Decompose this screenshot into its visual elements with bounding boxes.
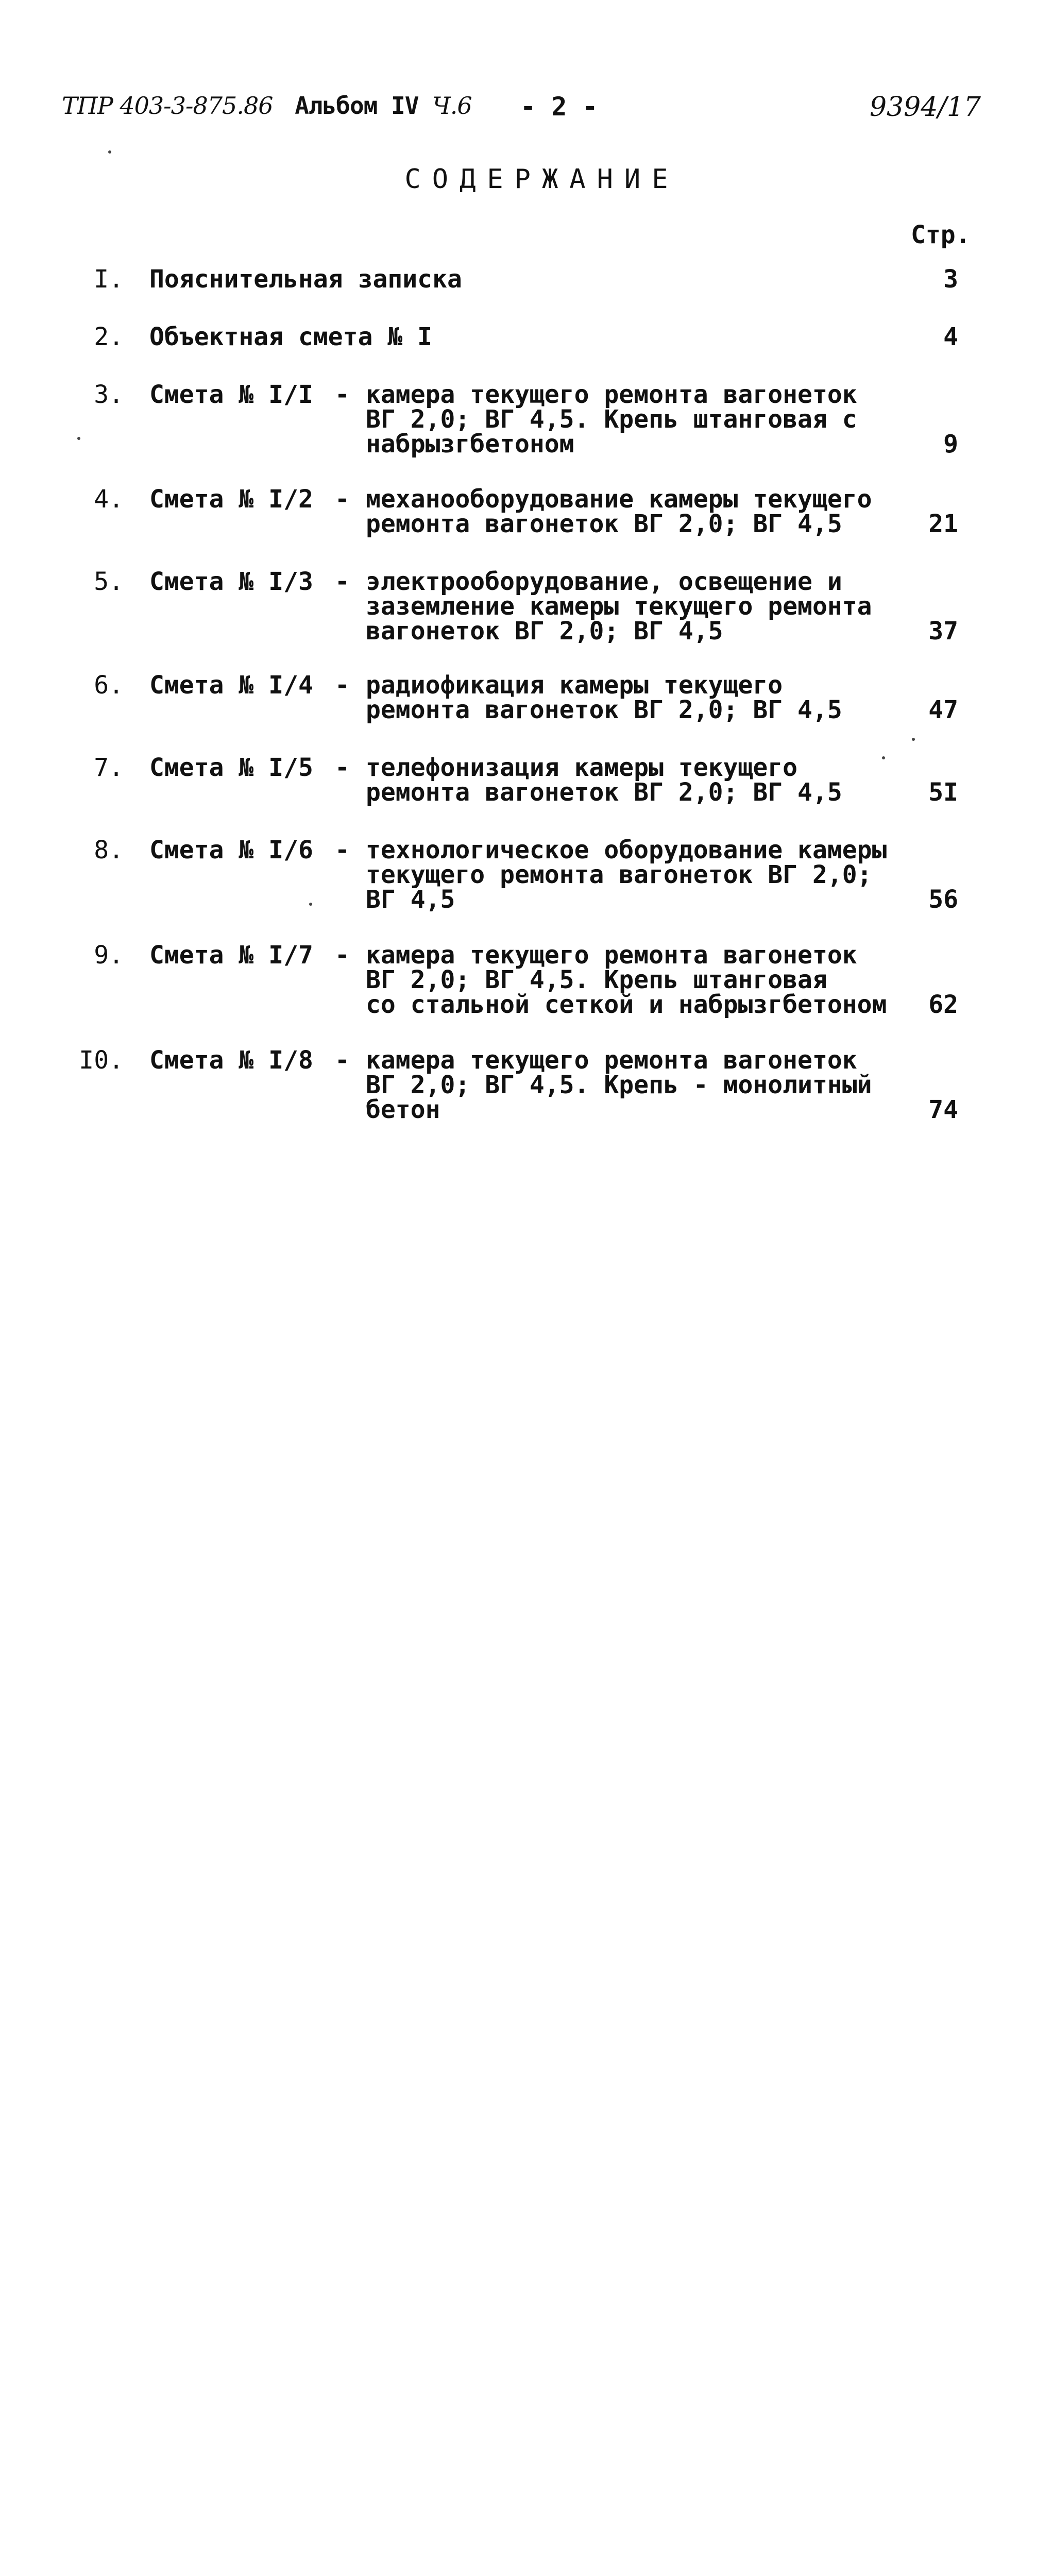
page-title: СОДЕРЖАНИЕ [404,164,680,195]
entry-number: 9. [94,941,124,970]
entry-dash: - [335,567,350,596]
entry-name: Смета № I/8 [149,1046,313,1075]
scan-speck [108,150,111,154]
entry-description-line: вагонеток ВГ 2,0; ВГ 4,5 [366,617,723,646]
part-label: Ч.6 [432,92,472,120]
entry-dash: - [335,836,350,865]
entry-description-line: ремонта вагонеток ВГ 2,0; ВГ 4,5 [366,778,842,807]
entry-page-number: 3 [943,265,958,294]
entry-description-line: ремонта вагонеток ВГ 2,0; ВГ 4,5 [366,696,842,724]
entry-description-line: камера текущего ремонта вагонеток [366,1046,857,1075]
scan-speck [309,903,312,906]
entry-description-line: набрызгбетоном [366,430,574,459]
document-designation [62,92,472,120]
entry-description-line: ВГ 4,5 [366,885,455,914]
entry-number: I0. [79,1046,124,1075]
entry-page-number: 62 [928,990,958,1019]
entry-name: Пояснительная записка [149,265,462,294]
entry-number: I. [94,265,124,294]
page-column-header: Стр. [911,221,971,249]
entry-name: Объектная смета № I [149,323,433,351]
entry-number: 6. [94,671,124,700]
designation-code: ТПР 403-3-875.86 [62,92,273,120]
entry-description [366,1048,891,1122]
entry-description-line: бетон [366,1095,440,1124]
entry-description-line: ВГ 2,0; ВГ 4,5. Крепь - монолитный [366,1071,872,1099]
entry-description [366,838,891,912]
entry-description [366,673,891,722]
entry-page-number: 9 [943,430,958,459]
scan-speck [882,756,885,759]
entry-description-line: механооборудование камеры текущего [366,485,872,514]
entry-page-number: 21 [928,510,958,538]
entry-name: Смета № I/2 [149,485,313,514]
entry-description-line: камера текущего ремонта вагонеток [366,380,857,409]
entry-page-number: 56 [928,885,958,914]
entry-page-number: 5I [928,778,958,807]
entry-description-line: ВГ 2,0; ВГ 4,5. Крепь штанговая [366,965,827,994]
entry-description [366,487,891,536]
entry-dash: - [335,485,350,514]
entry-name: Смета № I/5 [149,753,313,782]
entry-name: Смета № I/3 [149,567,313,596]
entry-number: 7. [94,753,124,782]
entry-description-line: ВГ 2,0; ВГ 4,5. Крепь штанговая с [366,405,857,434]
entry-name: Смета № I/6 [149,836,313,865]
entry-name: Смета № I/7 [149,941,313,970]
entry-number: 4. [94,485,124,514]
entry-description-line: радиофикация камеры текущего [366,671,783,700]
scan-speck [77,437,80,440]
album-label: Альбом IV [295,92,419,120]
entry-dash: - [335,1046,350,1075]
entry-number: 5. [94,567,124,596]
entry-number: 8. [94,836,124,865]
entry-name: Смета № I/4 [149,671,313,700]
document-number: 9394/17 [869,92,981,123]
entry-description-line: заземление камеры текущего ремонта [366,592,872,621]
entry-description [366,943,891,1017]
entry-description-line: электрооборудование, освещение и [366,567,842,596]
entry-name: Смета № I/I [149,380,313,409]
entry-number: 3. [94,380,124,409]
entry-dash: - [335,380,350,409]
entry-description-line: технологическое оборудование камеры [366,836,887,865]
entry-page-number: 47 [928,696,958,724]
entry-description-line: камера текущего ремонта вагонеток [366,941,857,970]
entry-description [366,380,891,459]
entry-dash: - [335,671,350,700]
entry-dash: - [335,941,350,970]
entry-description [366,567,891,646]
entry-page-number: 4 [943,323,958,351]
entry-page-number: 74 [928,1095,958,1124]
entry-description-line: со стальной сеткой и набрызгбетоном [366,990,887,1019]
entry-description-line: ремонта вагонеток ВГ 2,0; ВГ 4,5 [366,510,842,538]
entry-number: 2. [94,323,124,351]
entry-page-number: 37 [928,617,958,646]
page-number: - 2 - [520,92,598,122]
scan-speck [912,738,915,741]
entry-dash: - [335,753,350,782]
entry-description-line: телефонизация камеры текущего [366,753,798,782]
entry-description [366,755,891,805]
entry-description-line: текущего ремонта вагонеток ВГ 2,0; [366,860,872,889]
